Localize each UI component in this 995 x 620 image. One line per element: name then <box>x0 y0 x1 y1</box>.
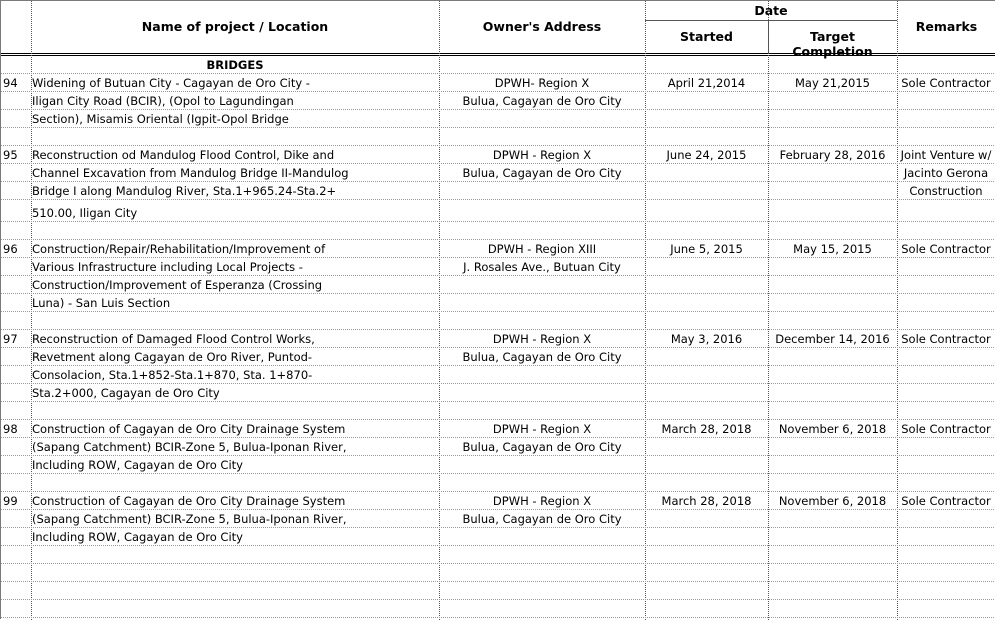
row-number[interactable]: 94 <box>3 76 18 90</box>
started-date[interactable]: April 21,2014 <box>667 76 746 90</box>
project-name-line[interactable]: Including ROW, Cagayan de Oro City <box>32 458 243 472</box>
target-completion-date[interactable]: May 21,2015 <box>795 76 870 90</box>
project-name-line[interactable]: Including ROW, Cagayan de Oro City <box>32 530 243 544</box>
remarks-line[interactable]: Jacinto Gerona <box>903 166 989 180</box>
header-remarks: Remarks <box>915 19 978 34</box>
owner-address-line[interactable]: Bulua, Cagayan de Oro City <box>462 350 622 364</box>
owner-address-line[interactable]: DPWH - Region X <box>492 332 592 346</box>
project-name-line[interactable]: Bridge I along Mandulog River, Sta.1+965.24-Sta.2+ <box>32 184 337 198</box>
target-completion-date[interactable]: May 15, 2015 <box>793 242 872 256</box>
owner-address-line[interactable]: Bulua, Cagayan de Oro City <box>462 94 622 108</box>
row-gridline <box>1 563 995 564</box>
project-name-line[interactable]: Reconstruction od Mandulog Flood Control, Dike and <box>32 148 335 162</box>
owner-address-line[interactable]: DPWH - Region X <box>492 422 592 436</box>
owner-address-line[interactable]: DPWH- Region X <box>494 76 590 90</box>
project-name-line[interactable]: Iligan City Road (BCIR), (Opol to Lagundingan <box>32 94 294 108</box>
row-number[interactable]: 97 <box>3 332 18 346</box>
owner-address-line[interactable]: DPWH - Region XIII <box>487 242 597 256</box>
project-name-line[interactable]: (Sapang Catchment) BCIR-Zone 5, Bulua-Iponan River, <box>32 440 347 454</box>
row-number[interactable]: 99 <box>3 494 18 508</box>
started-date[interactable]: March 28, 2018 <box>661 494 752 508</box>
remarks-line[interactable]: Sole Contractor <box>901 494 991 508</box>
project-name-line[interactable]: Construction/Improvement of Esperanza (Crossing <box>32 278 323 292</box>
project-name-line[interactable]: Various Infrastructure including Local Projects - <box>32 260 303 274</box>
row-gridline <box>1 617 995 618</box>
project-name-line[interactable]: Construction of Cagayan de Oro City Drainage System <box>32 422 346 436</box>
project-name-line[interactable]: Section), Misamis Oriental (Igpit-Opol Bridge <box>32 112 289 126</box>
header-owner: Owner's Address <box>482 19 602 34</box>
remarks-line[interactable]: Joint Venture w/ <box>900 148 992 162</box>
started-date[interactable]: June 24, 2015 <box>666 148 747 162</box>
row-number[interactable]: 98 <box>3 422 18 436</box>
target-completion-date[interactable]: December 14, 2016 <box>775 332 890 346</box>
date-divider <box>645 20 897 21</box>
row-number[interactable]: 96 <box>3 242 18 256</box>
owner-address-line[interactable]: J. Rosales Ave., Butuan City <box>463 260 621 274</box>
project-name-line[interactable]: Channel Excavation from Mandulog Bridge II-Mandulog <box>32 166 349 180</box>
section-label[interactable]: BRIDGES <box>206 58 264 72</box>
project-name-line[interactable]: Revetment along Cagayan de Oro River, Puntod- <box>32 350 313 364</box>
row-gridline <box>1 581 995 582</box>
remarks-line[interactable]: Construction <box>909 184 983 198</box>
project-name-line[interactable]: Construction/Repair/Rehabilitation/Improvement of <box>32 242 326 256</box>
owner-address-line[interactable]: Bulua, Cagayan de Oro City <box>462 440 622 454</box>
header-project: Name of project / Location <box>141 19 329 34</box>
project-name-line[interactable]: Sta.2+000, Cagayan de Oro City <box>32 386 220 400</box>
project-name-line[interactable]: Luna) - San Luis Section <box>32 296 171 310</box>
project-name-line[interactable]: Consolacion, Sta.1+852-Sta.1+870, Sta. 1+870- <box>32 368 313 382</box>
project-name-line[interactable]: Reconstruction of Damaged Flood Control Works, <box>32 332 315 346</box>
target-completion-date[interactable]: November 6, 2018 <box>778 422 887 436</box>
project-name-line[interactable]: Construction of Cagayan de Oro City Drainage System <box>32 494 346 508</box>
project-name-line[interactable]: (Sapang Catchment) BCIR-Zone 5, Bulua-Iponan River, <box>32 512 347 526</box>
remarks-line[interactable]: Sole Contractor <box>901 332 991 346</box>
header-date: Date <box>754 3 788 18</box>
target-completion-date[interactable]: November 6, 2018 <box>778 494 887 508</box>
row-gridline <box>1 599 995 600</box>
project-name-line[interactable]: 510.00, Iligan City <box>32 206 138 220</box>
remarks-line[interactable]: Sole Contractor <box>901 242 991 256</box>
remarks-line[interactable]: Sole Contractor <box>901 76 991 90</box>
started-date[interactable]: June 5, 2015 <box>670 242 743 256</box>
remarks-line[interactable]: Sole Contractor <box>901 422 991 436</box>
owner-address-line[interactable]: DPWH - Region X <box>492 148 592 162</box>
started-date[interactable]: March 28, 2018 <box>661 422 752 436</box>
header-target: Target Completion <box>792 29 873 59</box>
target-completion-date[interactable]: February 28, 2016 <box>779 148 886 162</box>
owner-address-line[interactable]: Bulua, Cagayan de Oro City <box>462 166 622 180</box>
owner-address-line[interactable]: Bulua, Cagayan de Oro City <box>462 512 622 526</box>
header-started: Started <box>680 29 733 44</box>
row-number[interactable]: 95 <box>3 148 18 162</box>
project-name-line[interactable]: Widening of Butuan City - Cagayan de Oro City - <box>32 76 310 90</box>
started-date[interactable]: May 3, 2016 <box>670 332 743 346</box>
owner-address-line[interactable]: DPWH - Region X <box>492 494 592 508</box>
